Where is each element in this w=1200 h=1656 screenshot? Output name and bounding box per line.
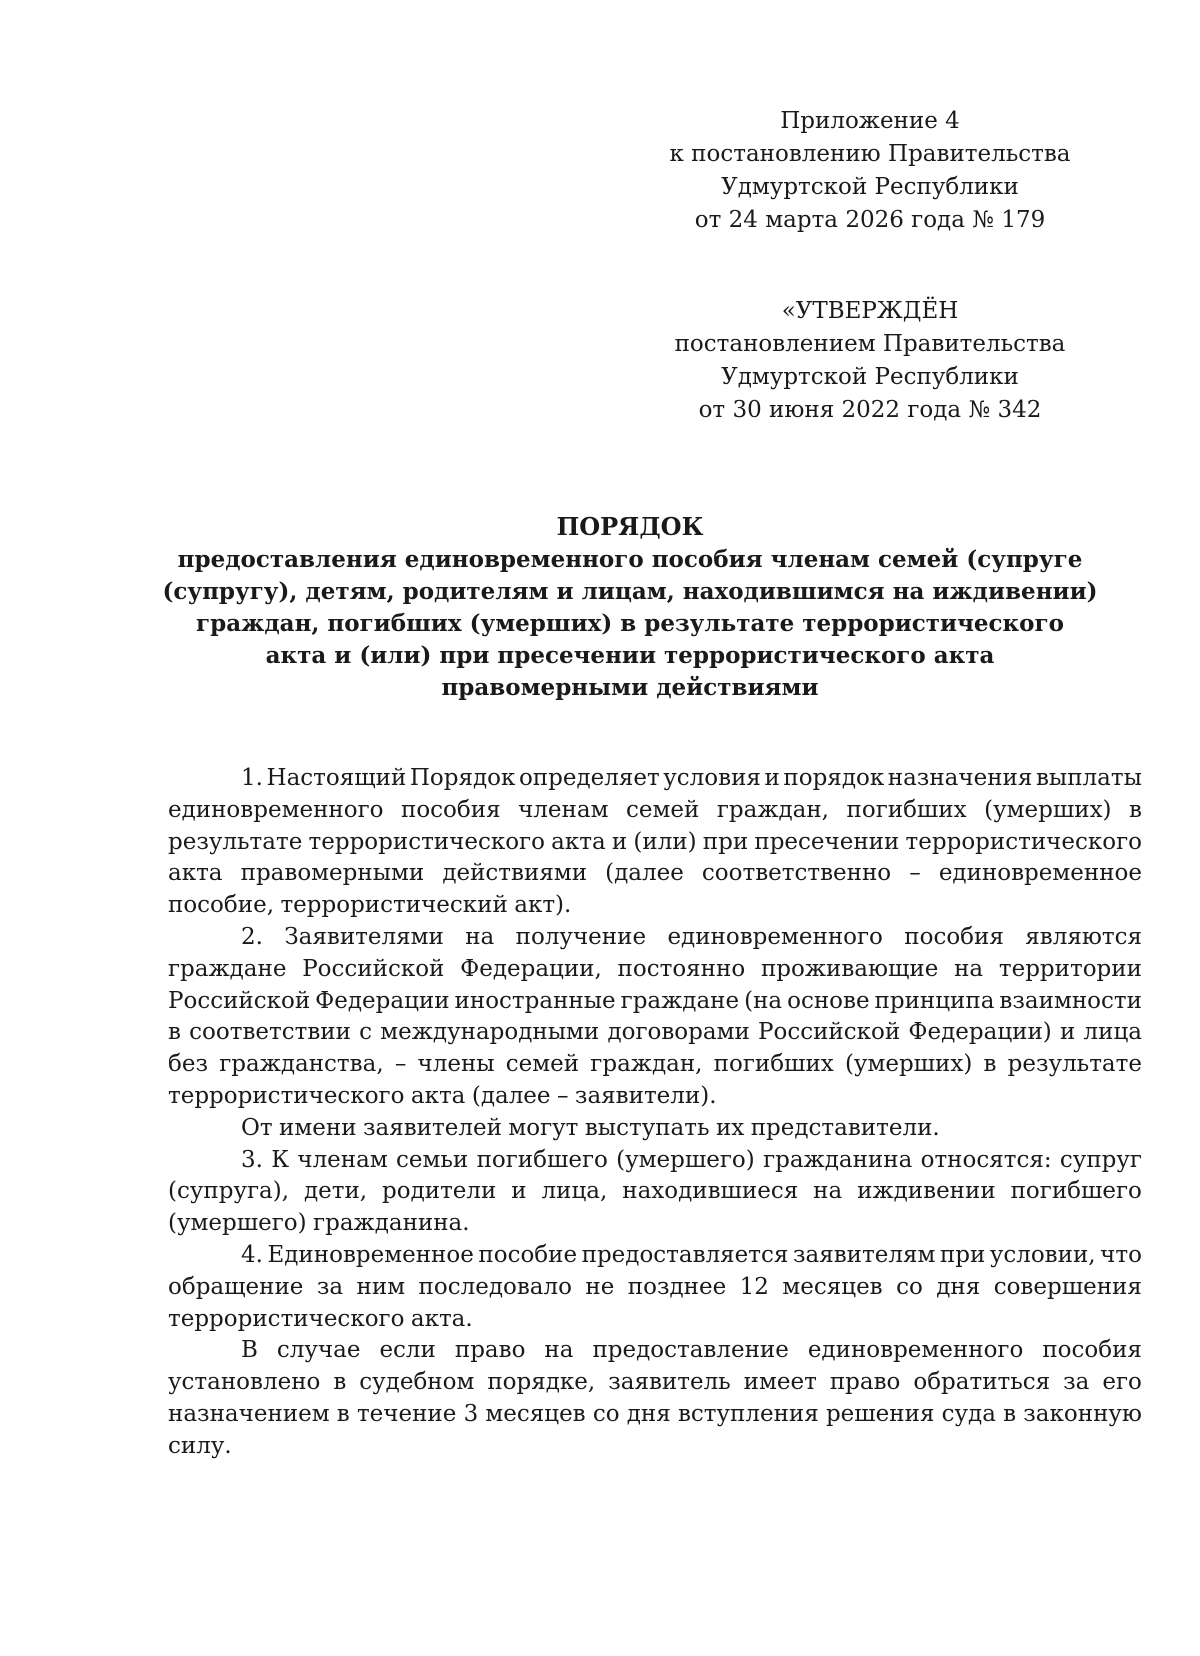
word: условии, — [989, 1241, 1096, 1268]
paragraph-line — [168, 1049, 1142, 1081]
word: проживающие — [760, 955, 939, 982]
word: в — [1003, 1400, 1017, 1427]
word: 1. — [241, 765, 263, 791]
paragraph-line — [168, 1431, 1142, 1463]
approved-line: от 30 июня 2022 года № 342 — [698, 397, 1042, 423]
word: акта — [551, 828, 606, 855]
word: вступления — [677, 1400, 819, 1427]
paragraph-line — [168, 1335, 1142, 1367]
word: Российской — [302, 955, 445, 982]
word: со — [896, 1273, 923, 1300]
word: законную — [1023, 1400, 1142, 1427]
word: лица — [1083, 1019, 1142, 1046]
word: при — [702, 828, 749, 855]
word: (на — [744, 987, 783, 1014]
word: в — [336, 1400, 350, 1427]
word: постоянно — [617, 955, 746, 982]
word: семьи — [396, 1146, 469, 1173]
word: Единовременное — [267, 1241, 474, 1268]
word: граждане — [620, 987, 740, 1014]
word: 12 — [739, 1273, 769, 1300]
paragraph-line — [168, 858, 1142, 890]
word: основе — [787, 987, 870, 1014]
word: членам — [518, 796, 609, 823]
paragraph-line — [168, 1208, 1142, 1240]
word: случае — [276, 1337, 361, 1364]
word: акт). — [514, 892, 572, 919]
word: совершения — [993, 1273, 1142, 1300]
paragraph-line — [168, 1017, 1142, 1049]
word: и — [511, 1178, 527, 1205]
word: (умершего) — [168, 1210, 307, 1237]
approved-line: «УТВЕРЖДЁН — [781, 298, 959, 324]
word: акта — [410, 1082, 466, 1109]
title-line: правомерными действиями — [441, 674, 819, 701]
paragraph — [168, 1240, 1142, 1335]
word: единовременного — [168, 796, 384, 823]
appendix-line: к постановлению Правительства — [669, 141, 1071, 167]
word: выступать — [584, 1114, 710, 1141]
word: 4. — [241, 1241, 263, 1268]
word: предоставляется — [581, 1241, 789, 1268]
word: и — [611, 828, 628, 855]
word: на — [465, 923, 495, 950]
paragraph — [168, 1113, 1142, 1145]
word: (далее — [605, 860, 684, 887]
word: течение — [356, 1400, 457, 1427]
word: позднее — [627, 1273, 727, 1300]
word: пособия — [1042, 1337, 1142, 1364]
word: От — [241, 1114, 273, 1141]
word: условия — [663, 765, 761, 791]
word: погибшего — [1010, 1178, 1142, 1205]
word: при — [939, 1241, 986, 1268]
word: террористического — [168, 1305, 405, 1332]
word: Российской — [168, 987, 311, 1014]
word: – — [909, 860, 921, 887]
paragraph-line — [168, 986, 1142, 1018]
word: могут — [508, 1114, 579, 1141]
word: в — [983, 1051, 997, 1078]
word: – — [394, 1051, 407, 1078]
word: международными — [380, 1019, 600, 1046]
paragraph — [168, 763, 1142, 922]
word: К — [271, 1146, 290, 1173]
word: и — [1059, 1019, 1076, 1046]
document-body — [168, 763, 1142, 1463]
word: Федерации, — [460, 955, 602, 982]
word: на — [954, 955, 984, 982]
word: в — [1129, 796, 1142, 823]
word: семей — [505, 1051, 580, 1078]
approved-line: постановлением Правительства — [674, 331, 1066, 357]
paragraph-line — [168, 1367, 1142, 1399]
word: 3 — [463, 1400, 479, 1427]
paragraph-line — [168, 1081, 1142, 1113]
word: выплаты — [1035, 765, 1142, 791]
word: находившиеся — [622, 1178, 799, 1205]
word: право — [454, 1337, 526, 1364]
title-line: (супругу), детям, родителям и лицам, находившимся на иждивении) — [162, 578, 1098, 605]
word: что — [1100, 1241, 1142, 1268]
paragraph-line — [168, 1240, 1142, 1272]
word: члены — [417, 1051, 495, 1078]
word: граждан, — [590, 1051, 703, 1078]
word: Федерации) — [908, 1019, 1052, 1046]
word: 3. — [241, 1146, 263, 1173]
word: членам — [297, 1146, 388, 1173]
word: с — [359, 1019, 373, 1046]
word: со — [592, 1400, 620, 1427]
word: супруг — [1059, 1146, 1142, 1173]
word: дня — [626, 1400, 671, 1427]
paragraph-line — [168, 763, 1142, 795]
paragraph-line — [168, 954, 1142, 986]
approval-stamp-text — [640, 295, 1100, 427]
word: Заявителями — [284, 923, 444, 950]
paragraph-line — [168, 1145, 1142, 1177]
word: назначения — [887, 765, 1033, 791]
paragraph-line — [168, 890, 1142, 922]
word: на — [813, 1178, 843, 1205]
word: единовременное — [938, 860, 1142, 887]
appendix-line: Приложение 4 — [780, 108, 960, 134]
word: заявителей — [362, 1114, 502, 1141]
appendix-line: Удмуртской Республики — [721, 174, 1019, 200]
word: террористического — [168, 1082, 405, 1109]
word: пособия — [904, 923, 1004, 950]
word: граждане — [168, 955, 287, 982]
word: – — [556, 1082, 569, 1109]
word: гражданства, — [219, 1051, 384, 1078]
word: право — [829, 1369, 901, 1396]
word: его — [1102, 1369, 1142, 1396]
word: имеет — [743, 1369, 817, 1396]
word: террористического — [905, 828, 1142, 855]
word: родители — [382, 1178, 497, 1205]
word: относятся: — [920, 1146, 1052, 1173]
word: порядке, — [487, 1369, 596, 1396]
word: акта — [168, 860, 223, 887]
paragraph — [168, 922, 1142, 1113]
word: (умерших) — [984, 796, 1112, 823]
paragraph-line — [168, 827, 1142, 859]
word: ним — [356, 1273, 406, 1300]
word: если — [379, 1337, 436, 1364]
word: установлено — [168, 1369, 321, 1396]
word: решения — [825, 1400, 935, 1427]
word: Федерации — [315, 987, 450, 1014]
word: предоставление — [592, 1337, 789, 1364]
word: соответствии — [189, 1019, 351, 1046]
word: иждивении — [857, 1178, 996, 1205]
word: на — [544, 1337, 574, 1364]
word: территории — [998, 955, 1142, 982]
word: иностранные — [454, 987, 616, 1014]
word: семей — [625, 796, 700, 823]
word: за — [316, 1273, 344, 1300]
word: погибшего — [476, 1146, 608, 1173]
word: договорами — [607, 1019, 750, 1046]
word: (умершего) — [616, 1146, 755, 1173]
word: без — [168, 1051, 209, 1078]
word: и — [764, 765, 780, 791]
paragraph-line — [168, 1113, 1142, 1145]
word: соответственно — [701, 860, 892, 887]
word: правомерными — [240, 860, 425, 887]
word: являются — [1025, 923, 1142, 950]
title-line: предоставления единовременного пособия членам семей (супруге — [177, 546, 1083, 573]
paragraph-line — [168, 795, 1142, 827]
word: обращение — [168, 1273, 304, 1300]
word: месяцев — [782, 1273, 883, 1300]
paragraph-line — [168, 1272, 1142, 1304]
word: (или) — [633, 828, 697, 855]
word: погибших — [713, 1051, 834, 1078]
title-line: акта и (или) при пресечении террористического акта — [265, 642, 995, 669]
word: пособие, — [168, 892, 275, 919]
word: погибших — [846, 796, 967, 823]
word: порядок — [783, 765, 885, 791]
word: единовременного — [667, 923, 883, 950]
word: пособия — [400, 796, 501, 823]
paragraph-line — [168, 1304, 1142, 1336]
title-line: граждан, погибших (умерших) в результате террористического — [196, 610, 1064, 637]
word: (супруга), — [168, 1178, 290, 1205]
word: обратиться — [913, 1369, 1051, 1396]
word: 2. — [241, 923, 263, 950]
word: представители. — [750, 1114, 940, 1141]
word: заявитель — [608, 1369, 731, 1396]
word: судебном — [359, 1369, 475, 1396]
title-heading: ПОРЯДОК — [556, 512, 704, 541]
word: террористического — [308, 828, 545, 855]
appendix-header — [640, 105, 1100, 237]
document-title — [160, 510, 1100, 704]
word: Настоящий — [266, 765, 407, 791]
word: последовало — [418, 1273, 572, 1300]
word: террористический — [280, 892, 508, 919]
word: Российской — [758, 1019, 901, 1046]
paragraph — [168, 1335, 1142, 1462]
word: действиями — [442, 860, 588, 887]
word: их — [715, 1114, 745, 1141]
word: В — [241, 1337, 258, 1364]
word: не — [585, 1273, 615, 1300]
word: Порядок — [409, 765, 516, 791]
word: назначением — [168, 1400, 330, 1427]
word: акта. — [410, 1305, 473, 1332]
word: месяцев — [485, 1400, 586, 1427]
word: заявители). — [574, 1082, 717, 1109]
word: силу. — [168, 1432, 232, 1459]
word: дети, — [303, 1178, 368, 1205]
word: в — [168, 1019, 181, 1046]
word: граждан, — [716, 796, 829, 823]
word: гражданина — [763, 1146, 913, 1173]
word: получение — [515, 923, 647, 950]
word: принципа — [874, 987, 995, 1014]
word: гражданина. — [313, 1210, 470, 1237]
word: имени — [279, 1114, 357, 1141]
word: за — [1063, 1369, 1090, 1396]
word: (умерших) — [844, 1051, 973, 1078]
appendix-line: от 24 марта 2026 года № 179 — [694, 207, 1046, 233]
word: результате — [168, 828, 303, 855]
word: единовременного — [807, 1337, 1024, 1364]
paragraph-line — [168, 1399, 1142, 1431]
word: пособие — [478, 1241, 578, 1268]
word: взаимности — [999, 987, 1142, 1014]
word: суда — [941, 1400, 996, 1427]
approved-line: Удмуртской Республики — [721, 364, 1019, 390]
word: (далее — [471, 1082, 551, 1109]
paragraph — [168, 1145, 1142, 1240]
word: результате — [1007, 1051, 1142, 1078]
paragraph-line — [168, 922, 1142, 954]
paragraph-line — [168, 1176, 1142, 1208]
word: дня — [936, 1273, 981, 1300]
word: определяет — [518, 765, 660, 791]
word: в — [333, 1369, 347, 1396]
word: пресечении — [754, 828, 900, 855]
word: лица, — [541, 1178, 608, 1205]
word: заявителям — [792, 1241, 936, 1268]
